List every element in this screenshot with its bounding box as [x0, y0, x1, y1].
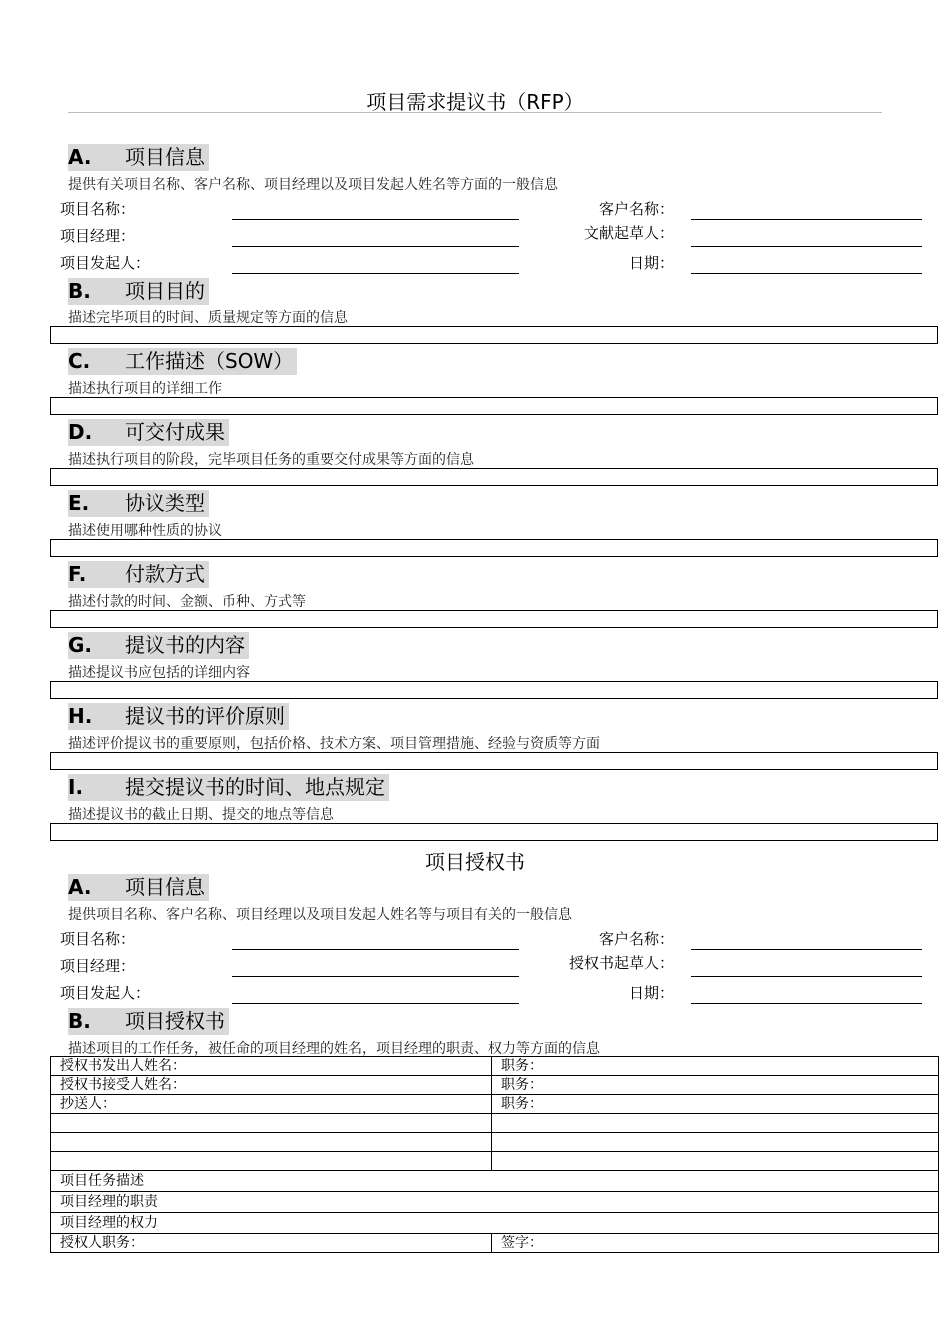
rfp-section-e-heading	[68, 490, 209, 517]
auth-date-label: 日期：	[628, 984, 674, 1002]
drafter-label: 文献起草人：	[583, 224, 674, 242]
section-letter: C.	[68, 349, 91, 373]
rfp-section-h-description: 描述评价提议书的重要原则，包括价格、技术方案、项目管理措施、经验与资质等方面	[68, 736, 600, 752]
rfp-section-f-description: 描述付款的时间、金额、币种、方式等	[68, 594, 306, 610]
empty-cell[interactable]	[51, 1133, 492, 1152]
section-title: 付款方式	[125, 562, 205, 586]
auth-drafter-field[interactable]	[691, 976, 922, 977]
rfp-section-h-input[interactable]	[50, 752, 938, 770]
rfp-section-d-input[interactable]	[50, 468, 938, 486]
receiver-title-cell[interactable]: 职务：	[492, 1076, 939, 1095]
section-letter: I.	[68, 775, 84, 799]
table-row	[51, 1234, 939, 1253]
auth-project-name-field[interactable]	[232, 949, 519, 950]
rfp-section-i-input[interactable]	[50, 823, 938, 841]
rfp-section-g-input[interactable]	[50, 681, 938, 699]
project-manager-field[interactable]	[232, 246, 519, 247]
auth-section-a-description: 提供项目名称、客户名称、项目经理以及项目发起人姓名等与项目有关的一般信息	[68, 907, 572, 923]
rfp-section-a-description: 提供有关项目名称、客户名称、项目经理以及项目发起人姓名等方面的一般信息	[68, 177, 558, 193]
section-title: 项目信息	[125, 145, 205, 169]
auth-drafter-label: 授权书起草人：	[568, 954, 674, 972]
table-row	[51, 1114, 939, 1133]
rfp-section-h-heading	[68, 703, 289, 730]
section-title: 项目信息	[125, 875, 205, 899]
auth-project-name-label: 项目名称：	[60, 930, 136, 948]
section-letter: H.	[68, 704, 93, 728]
issuer-title-cell[interactable]: 职务：	[492, 1057, 939, 1076]
section-letter: B.	[68, 279, 91, 303]
empty-cell[interactable]	[492, 1133, 939, 1152]
rfp-section-e-description: 描述使用哪种性质的协议	[68, 523, 222, 539]
project-name-field[interactable]	[232, 219, 519, 220]
rfp-section-f-heading	[68, 561, 209, 588]
rfp-section-b-heading	[68, 278, 209, 305]
rfp-section-c-heading	[68, 348, 297, 375]
rfp-section-b-description: 描述完毕项目的时间、质量规定等方面的信息	[68, 310, 348, 326]
rfp-section-g-heading	[68, 632, 249, 659]
table-row	[51, 1171, 939, 1192]
section-letter: A.	[68, 145, 92, 169]
auth-client-name-field[interactable]	[691, 949, 922, 950]
section-title: 可交付成果	[125, 420, 225, 444]
rfp-section-d-heading	[68, 419, 229, 446]
auth-section-b-heading	[68, 1008, 229, 1035]
table-row	[51, 1076, 939, 1095]
table-row	[51, 1192, 939, 1213]
auth-date-field[interactable]	[691, 1003, 922, 1004]
empty-cell[interactable]	[492, 1114, 939, 1133]
section-title: 项目授权书	[125, 1009, 225, 1033]
receiver-name-cell[interactable]: 授权书接受人姓名：	[51, 1076, 492, 1095]
rfp-section-c-description: 描述执行项目的详细工作	[68, 381, 222, 397]
section-letter: G.	[68, 633, 93, 657]
rfp-section-i-description: 描述提议书的截止日期、提交的地点等信息	[68, 807, 334, 823]
table-row	[51, 1133, 939, 1152]
pm-duties-cell[interactable]: 项目经理的职责	[51, 1192, 939, 1213]
cc-title-cell[interactable]: 职务：	[492, 1095, 939, 1114]
project-sponsor-label: 项目发起人：	[60, 254, 151, 272]
rfp-section-f-input[interactable]	[50, 610, 938, 628]
empty-cell[interactable]	[51, 1114, 492, 1133]
section-letter: D.	[68, 420, 93, 444]
auth-section-b-description: 描述项目的工作任务，被任命的项目经理的姓名，项目经理的职责、权力等方面的信息	[68, 1041, 600, 1057]
date-field[interactable]	[691, 273, 922, 274]
section-letter: E.	[68, 491, 90, 515]
rfp-section-d-description: 描述执行项目的阶段，完毕项目任务的重要交付成果等方面的信息	[68, 452, 474, 468]
auth-client-name-label: 客户名称：	[598, 930, 674, 948]
issuer-name-cell[interactable]: 授权书发出人姓名：	[51, 1057, 492, 1076]
cc-cell[interactable]: 抄送人：	[51, 1095, 492, 1114]
client-name-label: 客户名称：	[598, 200, 674, 218]
section-title: 提议书的内容	[125, 633, 245, 657]
client-name-field[interactable]	[691, 219, 922, 220]
section-letter: B.	[68, 1009, 91, 1033]
section-letter: A.	[68, 875, 92, 899]
signature-cell[interactable]: 签字：	[492, 1234, 939, 1253]
task-description-cell[interactable]: 项目任务描述	[51, 1171, 939, 1192]
table-row	[51, 1095, 939, 1114]
table-row	[51, 1057, 939, 1076]
project-sponsor-field[interactable]	[232, 273, 519, 274]
auth-project-sponsor-field[interactable]	[232, 1003, 519, 1004]
table-row	[51, 1213, 939, 1234]
section-title: 协议类型	[125, 491, 205, 515]
document-title: 项目需求提议书（RFP）	[366, 90, 584, 114]
rfp-section-e-input[interactable]	[50, 539, 938, 557]
table-row	[51, 1152, 939, 1171]
rfp-section-i-heading	[68, 774, 389, 801]
title-divider	[68, 112, 882, 113]
pm-authority-cell[interactable]: 项目经理的权力	[51, 1213, 939, 1234]
section-title: 工作描述（SOW）	[125, 349, 294, 373]
rfp-section-c-input[interactable]	[50, 397, 938, 415]
date-label: 日期：	[628, 254, 674, 272]
project-manager-label: 项目经理：	[60, 227, 136, 245]
authorization-table	[50, 1056, 939, 1253]
authorizer-title-cell[interactable]: 授权人职务：	[51, 1234, 492, 1253]
project-name-label: 项目名称：	[60, 200, 136, 218]
empty-cell[interactable]	[51, 1152, 492, 1171]
auth-section-a-heading	[68, 874, 209, 901]
section-title: 项目目的	[125, 279, 205, 303]
authorization-title: 项目授权书	[425, 850, 525, 874]
section-title: 提交提议书的时间、地点规定	[125, 775, 385, 799]
auth-project-manager-field[interactable]	[232, 976, 519, 977]
auth-project-manager-label: 项目经理：	[60, 957, 136, 975]
drafter-field[interactable]	[691, 246, 922, 247]
rfp-section-b-input[interactable]	[50, 326, 938, 344]
section-title: 提议书的评价原则	[125, 704, 285, 728]
rfp-section-a-heading	[68, 144, 209, 171]
auth-project-sponsor-label: 项目发起人：	[60, 984, 151, 1002]
section-letter: F.	[68, 562, 87, 586]
empty-cell[interactable]	[492, 1152, 939, 1171]
rfp-section-g-description: 描述提议书应包括的详细内容	[68, 665, 250, 681]
